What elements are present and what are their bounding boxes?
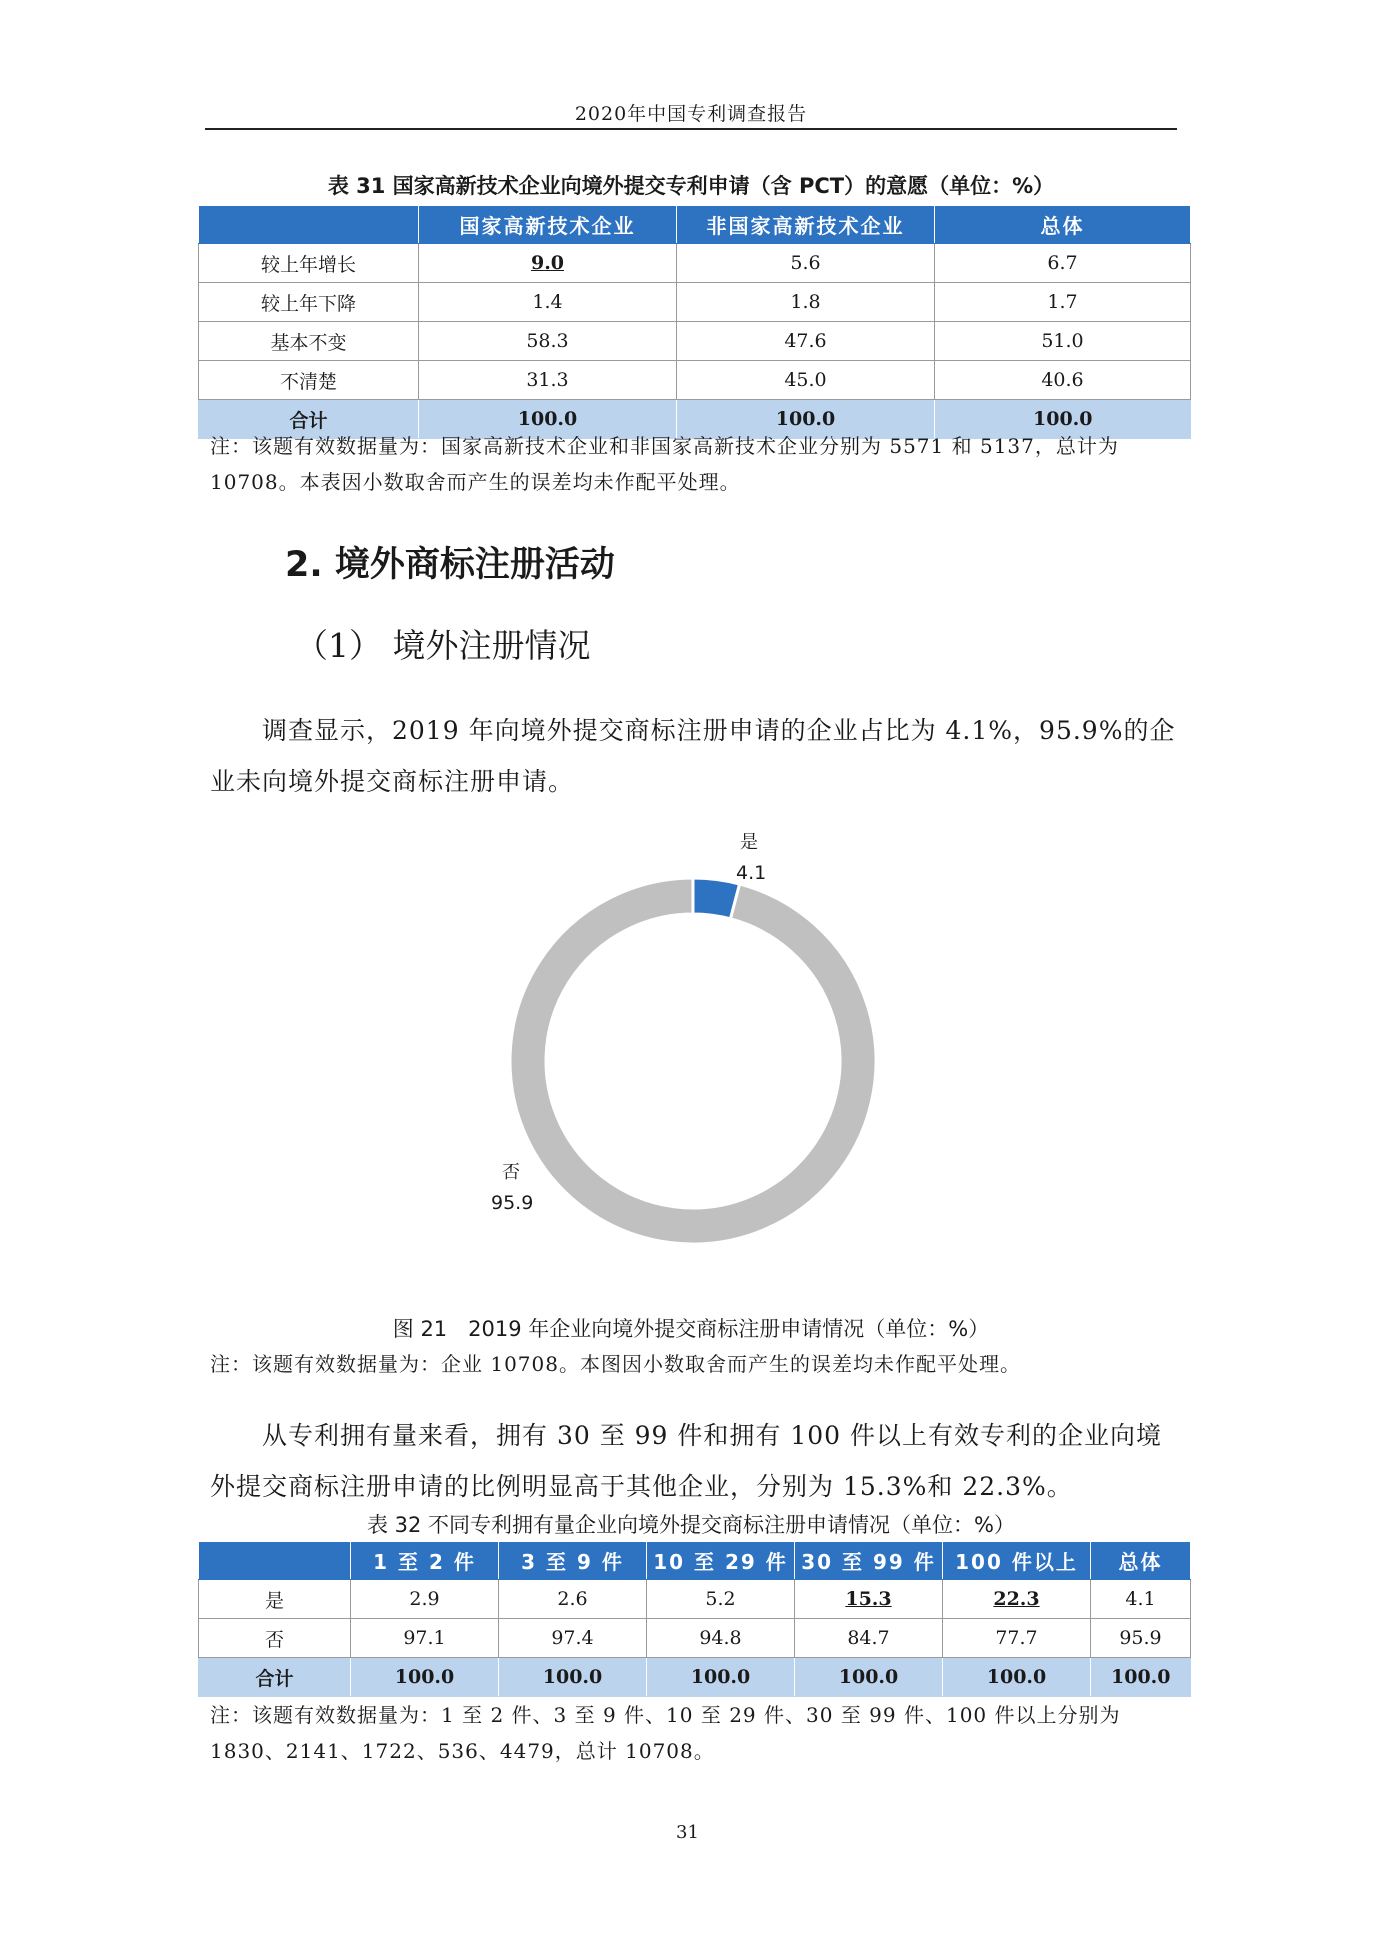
table31-note: 注：该题有效数据量为：国家高新技术企业和非国家高新技术企业分别为 5571 和 5137，总计为 10708。本表因小数取舍而产生的误差均未作配平处理。 bbox=[210, 434, 1119, 494]
table32 bbox=[198, 1541, 1191, 1697]
table31-header-cell: 非国家高新技术企业 bbox=[677, 206, 935, 244]
row-label: 合计 bbox=[199, 1658, 351, 1697]
table-cell: 4.1 bbox=[1091, 1580, 1191, 1619]
chart-caption: 图 21 2019 年企业向境外提交商标注册申请情况（单位：%） bbox=[392, 1317, 990, 1341]
row-label: 合计 bbox=[199, 400, 419, 439]
table-cell: 31.3 bbox=[419, 361, 677, 400]
table-cell: 100.0 bbox=[935, 400, 1191, 439]
paragraph: 从专利拥有量来看，拥有 30 至 99 件和拥有 100 件以上有效专利的企业向境外提交商标注册申请的比例明显高于其他企业，分别为 15.3%和 22.3%。 bbox=[210, 1421, 1163, 1501]
table32-header-cell: 10 至 29 件 bbox=[647, 1542, 795, 1580]
row-label: 较上年下降 bbox=[199, 283, 419, 322]
table-cell: 40.6 bbox=[935, 361, 1191, 400]
table31-header-cell: 国家高新技术企业 bbox=[419, 206, 677, 244]
table32-header-cell: 30 至 99 件 bbox=[795, 1542, 943, 1580]
table32-note: 注：该题有效数据量为：1 至 2 件、3 至 9 件、10 至 29 件、30 至 99 件、100 件以上分别为 1830、2141、1722、536、4479，总计 10708。 bbox=[210, 1703, 1121, 1763]
table-cell: 100.0 bbox=[1091, 1658, 1191, 1697]
chart-value-yes: 4.1 bbox=[736, 862, 767, 884]
table-cell: 58.3 bbox=[419, 322, 677, 361]
table-row bbox=[199, 1619, 1191, 1658]
table32-header-row bbox=[199, 1542, 1191, 1580]
chart-label-no: 否 bbox=[502, 1162, 520, 1183]
page-number: 31 bbox=[676, 1822, 699, 1843]
row-label: 基本不变 bbox=[199, 322, 419, 361]
table-cell: 1.4 bbox=[419, 283, 677, 322]
table-cell: 5.2 bbox=[647, 1580, 795, 1619]
table-row bbox=[199, 1580, 1191, 1619]
table32-header-cell: 100 件以上 bbox=[943, 1542, 1091, 1580]
donut-slice-no bbox=[510, 878, 876, 1244]
row-label: 较上年增长 bbox=[199, 244, 419, 283]
table32-header-cell: 1 至 2 件 bbox=[351, 1542, 499, 1580]
table-cell: 95.9 bbox=[1091, 1619, 1191, 1658]
table-cell: 97.4 bbox=[499, 1619, 647, 1658]
table32-header-cell: 3 至 9 件 bbox=[499, 1542, 647, 1580]
table-cell: 97.1 bbox=[351, 1619, 499, 1658]
row-label: 否 bbox=[199, 1619, 351, 1658]
table-cell: 84.7 bbox=[795, 1619, 943, 1658]
table-total-row bbox=[199, 1658, 1191, 1697]
row-label: 是 bbox=[199, 1580, 351, 1619]
table32-header-corner bbox=[199, 1542, 351, 1580]
table-cell: 100.0 bbox=[943, 1658, 1091, 1697]
chart-label-yes: 是 bbox=[740, 832, 758, 853]
chart-note: 注：该题有效数据量为：企业 10708。本图因小数取舍而产生的误差均未作配平处理。 bbox=[210, 1352, 1021, 1376]
section-heading: 2. 境外商标注册活动 bbox=[285, 545, 615, 585]
table-cell: 1.8 bbox=[677, 283, 935, 322]
table-cell: 2.9 bbox=[351, 1580, 499, 1619]
row-label: 不清楚 bbox=[199, 361, 419, 400]
chart-value-no: 95.9 bbox=[491, 1192, 534, 1214]
table-cell: 100.0 bbox=[677, 400, 935, 439]
table-cell-highlight: 22.3 bbox=[943, 1580, 1091, 1619]
table-cell: 47.6 bbox=[677, 322, 935, 361]
table-cell: 45.0 bbox=[677, 361, 935, 400]
table-cell: 94.8 bbox=[647, 1619, 795, 1658]
table31-caption: 表 31 国家高新技术企业向境外提交专利申请（含 PCT）的意愿（单位：%） bbox=[327, 174, 1055, 198]
table-cell: 1.7 bbox=[935, 283, 1191, 322]
table-cell: 5.6 bbox=[677, 244, 935, 283]
running-header: 2020年中国专利调查报告 bbox=[574, 103, 808, 125]
paragraph: 调查显示，2019 年向境外提交商标注册申请的企业占比为 4.1%，95.9%的企业未向境外提交商标注册申请。 bbox=[210, 716, 1176, 796]
table-cell: 100.0 bbox=[419, 400, 677, 439]
table-cell-highlight: 15.3 bbox=[795, 1580, 943, 1619]
table-cell: 51.0 bbox=[935, 322, 1191, 361]
table-cell-highlight: 9.0 bbox=[419, 244, 677, 283]
table32-caption: 表 32 不同专利拥有量企业向境外提交商标注册申请情况（单位：%） bbox=[366, 1513, 1016, 1537]
table-cell: 2.6 bbox=[499, 1580, 647, 1619]
table31-header-cell: 总体 bbox=[935, 206, 1191, 244]
table-cell: 100.0 bbox=[351, 1658, 499, 1697]
table-cell: 77.7 bbox=[943, 1619, 1091, 1658]
table-cell: 100.0 bbox=[647, 1658, 795, 1697]
table-cell: 6.7 bbox=[935, 244, 1191, 283]
table-cell: 100.0 bbox=[499, 1658, 647, 1697]
subsection-heading: （1） 境外注册情况 bbox=[295, 626, 591, 665]
table32-header-cell: 总体 bbox=[1091, 1542, 1191, 1580]
table-cell: 100.0 bbox=[795, 1658, 943, 1697]
